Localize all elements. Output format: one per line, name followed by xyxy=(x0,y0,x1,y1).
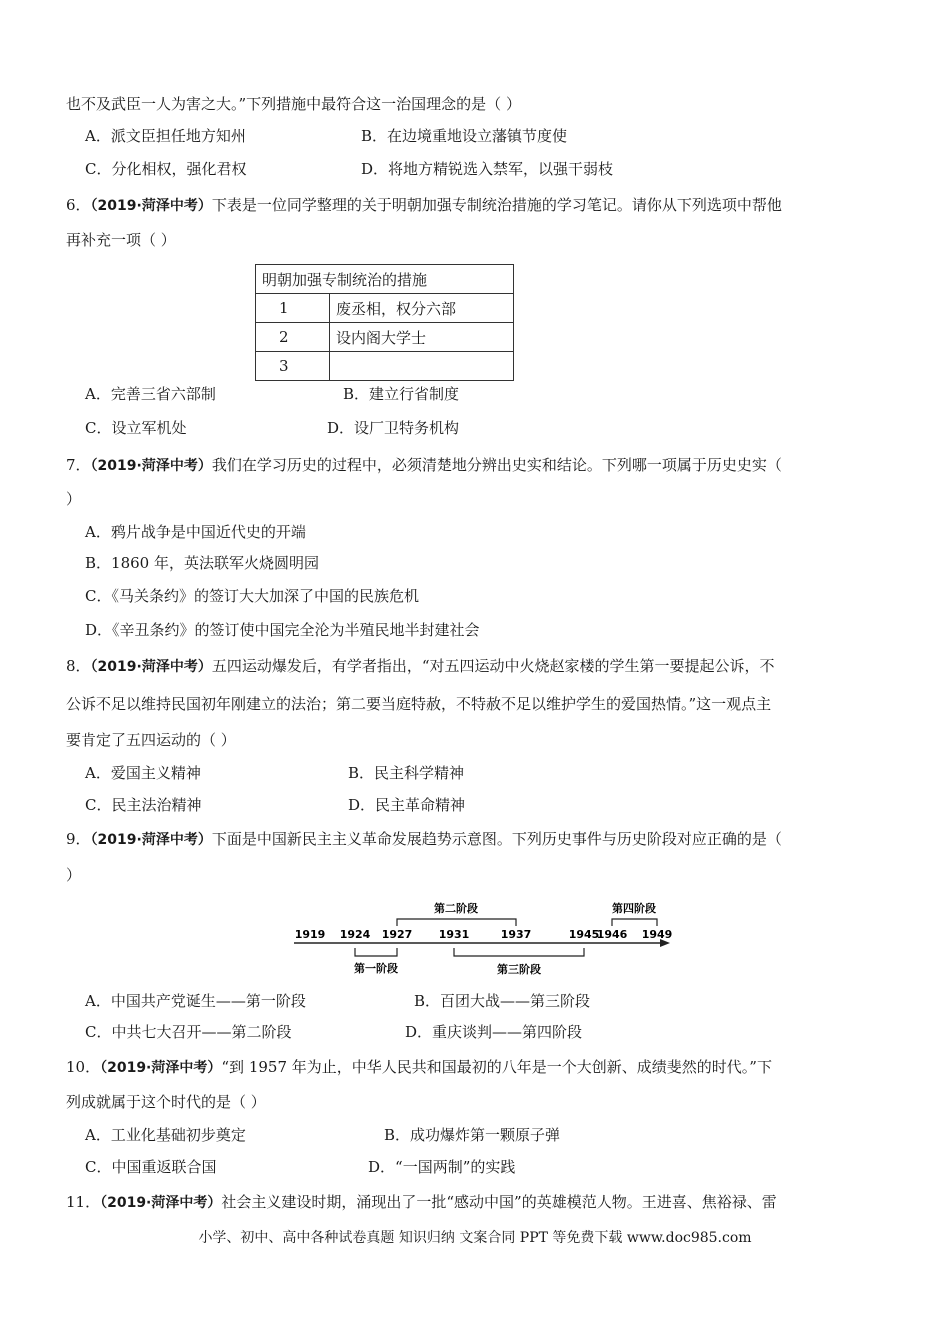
q5-option-d[interactable]: D．将地方精锐选入禁军，以强干弱枝 xyxy=(361,160,614,178)
q10-option-a[interactable]: A．工业化基础初步奠定 xyxy=(85,1126,246,1144)
stage-2-bracket xyxy=(397,919,516,926)
stage-4-bracket xyxy=(612,919,657,926)
year-label: 1931 xyxy=(438,928,470,941)
q6-notes-table xyxy=(255,264,514,381)
q7-source: （2019·菏泽中考） xyxy=(90,458,212,474)
table-row-text: 设内阁大学士 xyxy=(330,323,514,352)
stage-2-label: 第二阶段 xyxy=(434,902,478,915)
page-footer: 小学、初中、高中各种试卷真题 知识归纳 文案合同 PPT 等免费下载 www.doc985.com xyxy=(198,1230,752,1246)
q9-option-c[interactable]: C．中共七大召开——第二阶段 xyxy=(85,1023,292,1041)
q6-stem-line-2: 再补充一项（ ） xyxy=(66,231,176,249)
year-label: 1927 xyxy=(381,928,413,941)
q11-stem: 社会主义建设时期，涌现出了一批“感动中国”的英雄模范人物。王进喜、焦裕禄、雷 xyxy=(221,1193,777,1211)
q10-number: 10． xyxy=(66,1058,101,1076)
q8-stem: 五四运动爆发后，有学者指出，“对五四运动中火烧赵家楼的学生第一要提起公诉，不 xyxy=(211,657,775,675)
q7-option-b[interactable]: B．1860 年，英法联军火烧圆明园 xyxy=(85,554,319,572)
q5-option-c[interactable]: C．分化相权，强化君权 xyxy=(85,160,247,178)
q10-stem-line-1 xyxy=(66,1057,772,1078)
year-label: 1946 xyxy=(596,928,628,941)
q8-stem-line-3: 要肯定了五四运动的（ ） xyxy=(66,731,236,749)
q10-stem-line-2: 列成就属于这个时代的是（ ） xyxy=(66,1093,266,1111)
year-label: 1919 xyxy=(294,928,326,941)
table-row xyxy=(256,294,514,323)
table-row-text xyxy=(330,352,514,381)
stage-4-label: 第四阶段 xyxy=(612,902,656,915)
q6-source: （2019·菏泽中考） xyxy=(90,198,212,214)
q9-option-a[interactable]: A．中国共产党诞生——第一阶段 xyxy=(85,992,306,1010)
q6-number: 6． xyxy=(66,196,91,214)
q9-stem: 下面是中国新民主主义革命发展趋势示意图。下列历史事件与历史阶段对应正确的是（ xyxy=(211,830,782,848)
table-row-number: 3 xyxy=(256,352,330,381)
q7-stem: 我们在学习历史的过程中，必须清楚地分辨出史实和结论。下列哪一项属于历史史实（ xyxy=(211,456,782,474)
q5-stem-tail: 也不及武臣一人为害之大。”下列措施中最符合这一治国理念的是（ ） xyxy=(66,95,521,113)
table-row xyxy=(256,323,514,352)
q7-stem-line-1 xyxy=(66,455,782,476)
q6-stem: 下表是一位同学整理的关于明朝加强专制统治措施的学习笔记。请你从下列选项中帮他 xyxy=(211,196,782,214)
q8-option-a[interactable]: A．爱国主义精神 xyxy=(85,764,201,782)
stage-3-label: 第三阶段 xyxy=(497,963,541,976)
q5-option-a[interactable]: A．派文臣担任地方知州 xyxy=(85,127,246,145)
q10-option-b[interactable]: B．成功爆炸第一颗原子弹 xyxy=(384,1126,561,1144)
year-label: 1949 xyxy=(641,928,673,941)
q8-source: （2019·菏泽中考） xyxy=(90,659,212,675)
table-row-number: 2 xyxy=(256,323,330,352)
q11-source: （2019·菏泽中考） xyxy=(100,1195,222,1211)
q8-number: 8． xyxy=(66,657,91,675)
year-label: 1945 xyxy=(568,928,600,941)
q8-option-d[interactable]: D．民主革命精神 xyxy=(348,796,466,814)
q6-option-c[interactable]: C．设立军机处 xyxy=(85,419,187,437)
table-row xyxy=(256,352,514,381)
q10-stem: “到 1957 年为止，中华人民共和国最初的八年是一个大创新、成绩斐然的时代。”下 xyxy=(221,1058,772,1076)
table-header: 明朝加强专制统治的措施 xyxy=(256,265,514,294)
q8-stem-line-2: 公诉不足以维持民国初年刚建立的法治；第二要当庭特赦，不特赦不足以维护学生的爱国热情。”这一观点主 xyxy=(66,695,772,713)
q10-option-c[interactable]: C．中国重返联合国 xyxy=(85,1158,217,1176)
year-label: 1937 xyxy=(500,928,532,941)
q5-option-b[interactable]: B．在边境重地设立藩镇节度使 xyxy=(361,127,568,145)
q6-option-b[interactable]: B．建立行省制度 xyxy=(343,385,460,403)
q6-option-a[interactable]: A．完善三省六部制 xyxy=(85,385,216,403)
table-header-row xyxy=(256,265,514,294)
q7-option-d[interactable]: D．《辛丑条约》的签订使中国完全沦为半殖民地半封建社会 xyxy=(85,621,480,639)
table-row-text: 废丞相，权分六部 xyxy=(330,294,514,323)
q8-stem-line-1 xyxy=(66,656,775,677)
q8-option-c[interactable]: C．民主法治精神 xyxy=(85,796,202,814)
q10-source: （2019·菏泽中考） xyxy=(100,1060,222,1076)
revolution-timeline-diagram xyxy=(290,896,676,982)
q7-stem-line-2: ） xyxy=(66,490,82,508)
q9-option-d[interactable]: D．重庆谈判——第四阶段 xyxy=(405,1023,583,1041)
q7-option-c[interactable]: C．《马关条约》的签订大大加深了中国的民族危机 xyxy=(85,587,419,605)
table-row-number: 1 xyxy=(256,294,330,323)
q7-number: 7． xyxy=(66,456,91,474)
q7-option-a[interactable]: A．鸦片战争是中国近代史的开端 xyxy=(85,523,306,541)
q6-option-d[interactable]: D．设厂卫特务机构 xyxy=(327,419,460,437)
stage-3-bracket xyxy=(454,948,584,956)
q11-stem-line-1 xyxy=(66,1192,777,1213)
q9-number: 9． xyxy=(66,830,91,848)
q9-option-b[interactable]: B．百团大战——第三阶段 xyxy=(414,992,591,1010)
stage-1-bracket xyxy=(355,948,397,956)
q11-number: 11． xyxy=(66,1193,101,1211)
stage-1-label: 第一阶段 xyxy=(354,962,398,975)
q9-source: （2019·菏泽中考） xyxy=(90,832,212,848)
year-label: 1924 xyxy=(339,928,371,941)
q10-option-d[interactable]: D．“一国两制”的实践 xyxy=(368,1158,516,1176)
q8-option-b[interactable]: B．民主科学精神 xyxy=(348,764,465,782)
q9-stem-line-2: ） xyxy=(66,866,82,884)
q9-stem-line-1 xyxy=(66,829,782,850)
q6-stem-line-1 xyxy=(66,195,782,216)
